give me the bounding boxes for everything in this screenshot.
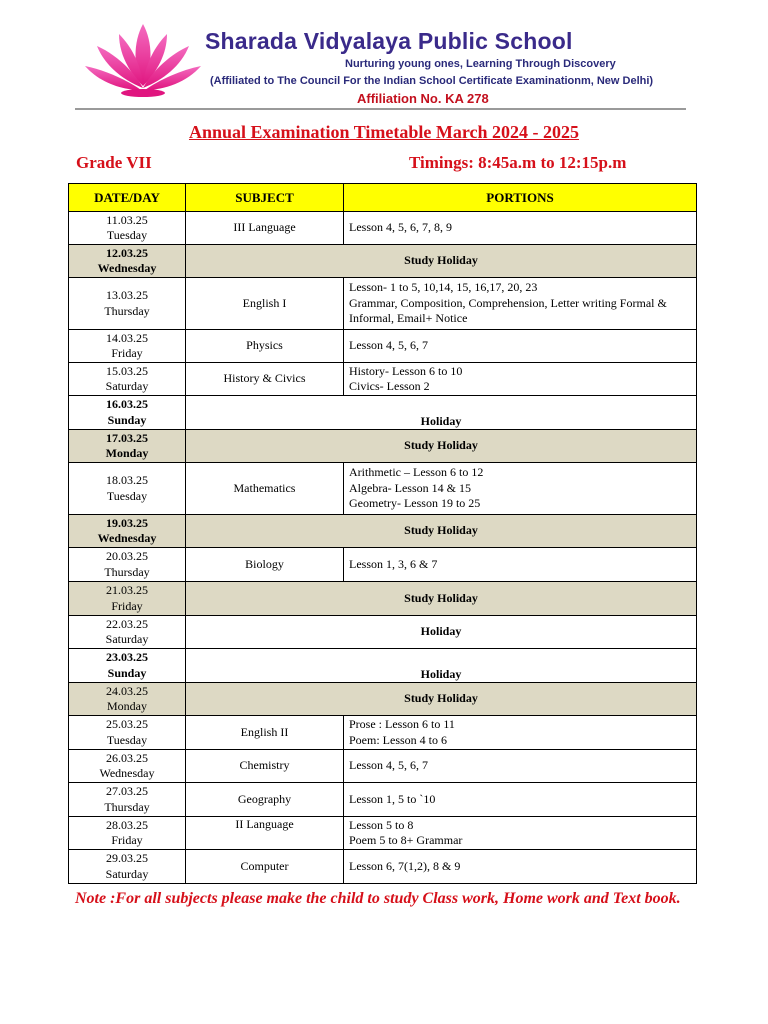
portions-cell (344, 716, 697, 750)
portion-line: Lesson 4, 5, 6, 7, 8, 9 (349, 220, 452, 235)
day-text: Wednesday (99, 766, 155, 780)
timetable (68, 183, 697, 884)
portion-line: Arithmetic – Lesson 6 to 12 (349, 465, 484, 480)
table-row (69, 278, 697, 330)
date-cell (69, 548, 186, 582)
portion-line: Poem 5 to 8+ Grammar (349, 833, 463, 847)
table-row (69, 363, 697, 396)
portions-cell (344, 783, 697, 817)
table-row (69, 212, 697, 245)
table-row (69, 548, 697, 582)
portions-cell (344, 278, 697, 330)
day-text: Saturday (105, 379, 149, 393)
date-cell (69, 396, 186, 430)
day-text: Saturday (105, 632, 149, 646)
lotus-logo-icon (83, 20, 203, 100)
table-row (69, 716, 697, 750)
subject-cell: English I (186, 278, 344, 330)
school-header (75, 18, 687, 108)
date-cell (69, 430, 186, 463)
date-text: 11.03.25 (106, 212, 148, 227)
portions-cell (344, 750, 697, 783)
portion-line: Poem: Lesson 4 to 6 (349, 732, 447, 747)
page-title: Annual Examination Timetable March 2024 - 2025 (188, 122, 580, 142)
table-row (69, 616, 697, 649)
date-text: 23.03.25 (106, 650, 148, 664)
date-text: 25.03.25 (106, 717, 148, 731)
portions-cell (344, 817, 697, 850)
table-row (69, 850, 697, 884)
date-cell (69, 783, 186, 817)
day-text: Tuesday (106, 228, 148, 242)
holiday-cell: Holiday (186, 616, 697, 649)
subject-cell: Geography (186, 783, 344, 817)
portion-line: Prose : Lesson 6 to 11 (349, 717, 455, 731)
header-subject: SUBJECT (186, 184, 344, 212)
subject-cell: Mathematics (186, 463, 344, 515)
subject-cell: History & Civics (186, 363, 344, 396)
grade-label: Grade VII (76, 153, 152, 172)
date-cell (69, 649, 186, 683)
portion-line: History- Lesson 6 to 10 (349, 363, 463, 378)
affiliation-number: Affiliation No. KA 278 (357, 91, 489, 106)
portions-cell (344, 363, 697, 396)
subject-cell: Biology (186, 548, 344, 582)
portions-cell (344, 330, 697, 363)
subject-cell: III Language (186, 212, 344, 245)
portion-line: Grammar, Composition, Comprehension, Letter writing Formal & Informal, Email+ Notice (349, 295, 667, 326)
date-text: 24.03.25 (106, 683, 148, 698)
table-row (69, 783, 697, 817)
date-text: 26.03.25 (106, 750, 148, 765)
day-text: Thursday (104, 799, 150, 814)
day-text: Monday (105, 446, 149, 460)
table-row (69, 649, 697, 683)
timings-label: Timings: 8:45a.m to 12:15p.m (409, 153, 627, 172)
day-text: Saturday (105, 866, 149, 881)
date-text: 27.03.25 (106, 784, 148, 798)
header-portions: PORTIONS (344, 184, 697, 212)
day-text: Tuesday (106, 732, 148, 747)
table-row (69, 245, 697, 278)
date-cell (69, 582, 186, 616)
date-text: 13.03.25 (106, 288, 148, 302)
date-cell (69, 245, 186, 278)
portion-line: Lesson 1, 3, 6 & 7 (349, 556, 438, 571)
note-text: Note :For all subjects please make the child to study Class work, Home work and Text book. (75, 890, 681, 907)
subject-cell: Computer (186, 850, 344, 884)
portion-line: Lesson 5 to 8 (349, 817, 414, 832)
portion-line: Lesson 6, 7(1,2), 8 & 9 (349, 858, 461, 873)
date-cell (69, 850, 186, 884)
date-text: 18.03.25 (106, 473, 148, 487)
portion-line: Geometry- Lesson 19 to 25 (349, 496, 481, 511)
timetable-body (69, 212, 697, 884)
day-text: Friday (111, 346, 143, 360)
portion-line: Lesson 4, 5, 6, 7 (349, 338, 428, 353)
day-text: Wednesday (97, 261, 157, 275)
header-divider (75, 108, 686, 110)
subject-cell: II Language (186, 817, 344, 850)
table-row (69, 463, 697, 515)
date-cell (69, 212, 186, 245)
portion-line: Algebra- Lesson 14 & 15 (349, 480, 471, 495)
table-row (69, 515, 697, 548)
portions-cell (344, 212, 697, 245)
date-cell (69, 330, 186, 363)
date-text: 12.03.25 (106, 245, 148, 260)
date-text: 22.03.25 (106, 616, 148, 631)
day-text: Thursday (104, 564, 150, 579)
holiday-cell: Holiday (186, 649, 697, 683)
table-row (69, 683, 697, 716)
subject-cell: English II (186, 716, 344, 750)
table-row (69, 430, 697, 463)
table-row (69, 817, 697, 850)
date-text: 15.03.25 (106, 363, 148, 378)
date-cell (69, 463, 186, 515)
portions-cell (344, 463, 697, 515)
day-text: Sunday (107, 412, 147, 427)
date-text: 29.03.25 (106, 851, 148, 865)
portion-line: Lesson 1, 5 to `10 (349, 791, 436, 806)
holiday-cell: Study Holiday (186, 430, 697, 463)
holiday-cell: Study Holiday (186, 515, 697, 548)
portions-cell (344, 850, 697, 884)
holiday-cell: Study Holiday (186, 582, 697, 616)
table-row (69, 396, 697, 430)
holiday-cell: Study Holiday (186, 245, 697, 278)
day-text: Friday (111, 598, 143, 613)
day-text: Tuesday (106, 488, 148, 503)
school-tagline: Nurturing young ones, Learning Through Discovery (345, 58, 616, 70)
portion-line: Lesson- 1 to 5, 10,14, 15, 16,17, 20, 23 (349, 280, 538, 295)
day-text: Wednesday (97, 531, 157, 545)
table-row (69, 750, 697, 783)
date-text: 16.03.25 (106, 397, 148, 411)
subject-cell: Chemistry (186, 750, 344, 783)
day-text: Sunday (107, 665, 147, 680)
table-row (69, 582, 697, 616)
school-name: Sharada Vidyalaya Public School (205, 28, 573, 54)
date-cell (69, 750, 186, 783)
subject-cell: Physics (186, 330, 344, 363)
affiliation-text: (Affiliated to The Council For the Indian School Certificate Examinationm, New Delhi) (210, 75, 654, 87)
header-date-day: DATE/DAY (69, 184, 186, 212)
date-text: 19.03.25 (106, 515, 148, 530)
portions-cell (344, 548, 697, 582)
day-text: Thursday (104, 303, 150, 318)
day-text: Monday (107, 699, 147, 713)
date-cell (69, 363, 186, 396)
date-text: 14.03.25 (106, 330, 148, 345)
date-text: 20.03.25 (106, 549, 148, 563)
date-cell (69, 683, 186, 716)
date-cell (69, 817, 186, 850)
portion-line: Lesson 4, 5, 6, 7 (349, 758, 428, 773)
date-text: 17.03.25 (106, 430, 148, 445)
holiday-cell: Study Holiday (186, 683, 697, 716)
date-text: 28.03.25 (106, 817, 148, 832)
date-cell (69, 278, 186, 330)
date-cell (69, 716, 186, 750)
date-cell (69, 616, 186, 649)
holiday-cell: Holiday (186, 396, 697, 430)
date-cell (69, 515, 186, 548)
table-row (69, 330, 697, 363)
portion-line: Civics- Lesson 2 (349, 379, 430, 393)
day-text: Friday (111, 833, 143, 847)
timetable-header-row (69, 184, 697, 212)
date-text: 21.03.25 (106, 583, 148, 597)
